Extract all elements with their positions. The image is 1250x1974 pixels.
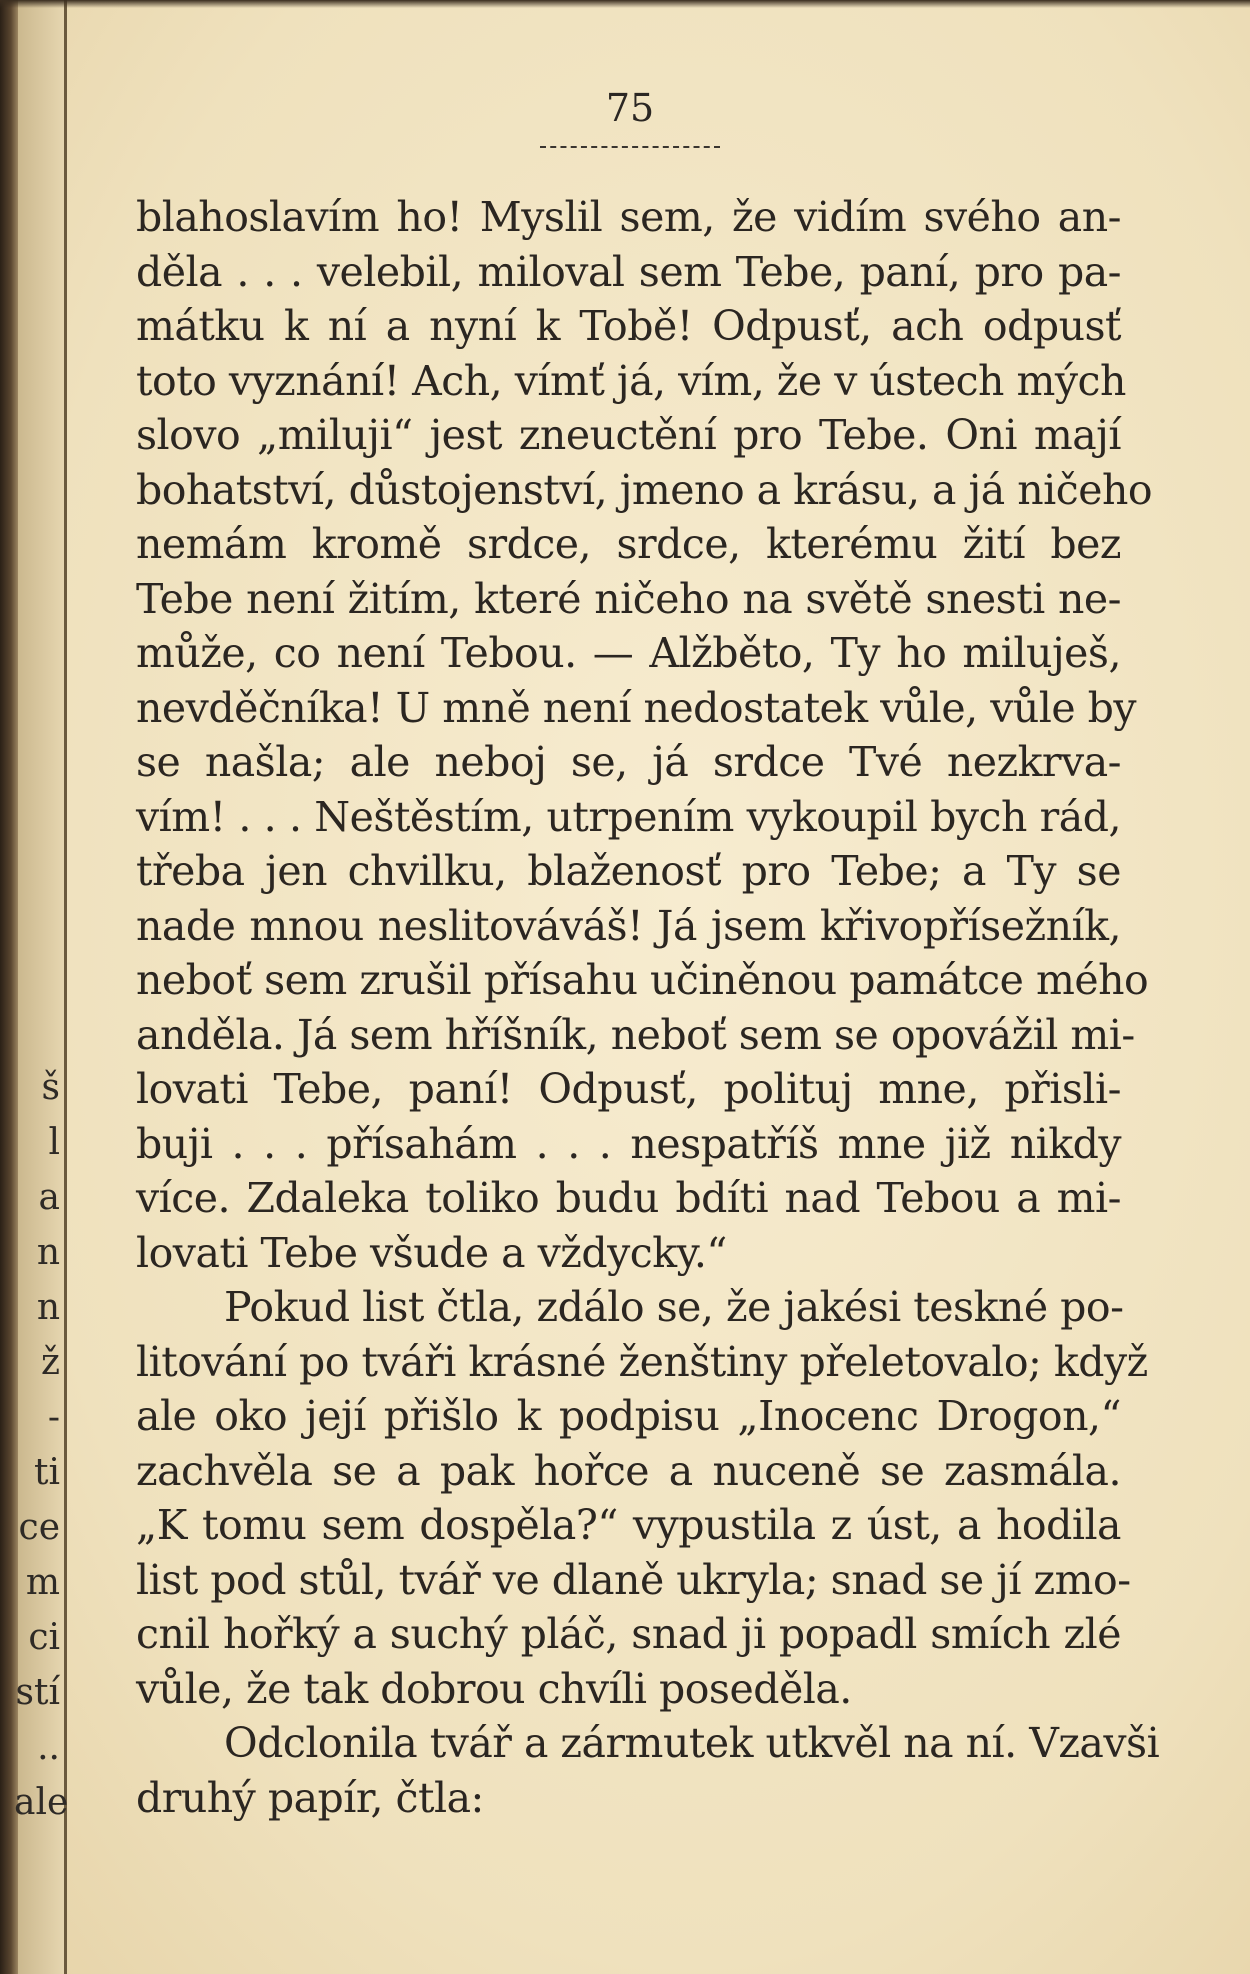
page-number-rule — [540, 146, 720, 150]
fragment: n — [36, 1287, 60, 1328]
fragment: ce — [18, 1507, 60, 1548]
text-line: „K tomu sem dospěla?“ vypustila z úst, a hodila — [136, 1501, 1121, 1549]
fragment: ale — [14, 1782, 69, 1823]
text-line: bohatství, důstojenství, jmeno a krásu, a já ničeho — [136, 465, 1153, 514]
text-line: děla . . . velebil, miloval sem Tebe, paní, pro pa- — [136, 247, 1121, 296]
text-line: lovati Tebe všude a vždycky.“ — [136, 1228, 727, 1277]
text-line: mátku k ní a nyní k Tobě! Odpusť, ach odpusť — [136, 302, 1121, 350]
paragraph-start-line: Pokud list čtla, zdálo se, že jakési teskné po- — [224, 1283, 1124, 1331]
page-number: 75 — [605, 86, 655, 130]
text-line: může, co není Tebou. — Alžběto, Ty ho miluješ, — [136, 629, 1121, 677]
text-line: více. Zdaleka toliko budu bdíti nad Tebou a mi- — [136, 1174, 1121, 1222]
fragment: .. — [37, 1727, 60, 1768]
text-line: slovo „miluji“ jest zneuctění pro Tebe. Oni mají — [136, 411, 1121, 459]
fragment: - — [47, 1397, 60, 1438]
fragment: ti — [34, 1452, 60, 1493]
text-line: ale oko její přišlo k podpisu „Inocenc Drogon,“ — [136, 1392, 1121, 1440]
fragment: ž — [41, 1342, 60, 1383]
text-line: třeba jen chvilku, blaženosť pro Tebe; a Ty se — [136, 847, 1121, 895]
text-line: nemám kromě srdce, srdce, kterému žití bez — [136, 520, 1121, 568]
text-line: druhý papír, čtla: — [136, 1773, 484, 1822]
text-line: zachvěla se a pak hořce a nuceně se zasmála. — [136, 1446, 1121, 1495]
paragraph-start-line: Odclonila tvář a zármutek utkvěl na ní. Vzavši — [224, 1719, 1160, 1767]
text-line: list pod stůl, tvář ve dlaně ukryla; snad se jí zmo- — [136, 1555, 1131, 1604]
text-line: toto vyznání! Ach, vímť já, vím, že v ústech mých — [136, 356, 1126, 405]
text-line: anděla. Já sem hříšník, neboť sem se opovážil mi- — [136, 1010, 1135, 1059]
text-line: vůle, že tak dobrou chvíli poseděla. — [136, 1664, 852, 1713]
fragment: š — [41, 1067, 60, 1108]
text-line: buji . . . přísahám . . . nespatříš mne již nikdy — [136, 1119, 1121, 1168]
text-line: nade mnou neslitováváš! Já jsem křivopřísežník, — [136, 901, 1121, 950]
fragment: ci — [28, 1617, 60, 1658]
top-page-edge — [0, 0, 1250, 8]
fragment: l — [48, 1122, 60, 1163]
fragment: stí — [15, 1672, 60, 1713]
text-line: se našla; ale neboj se, já srdce Tvé nezkrva- — [136, 738, 1121, 786]
text-line: vím! . . . Neštěstím, utrpením vykoupil bych rád, — [136, 792, 1121, 841]
text-line: blahoslavím ho! Myslil sem, že vidím svého an- — [136, 193, 1121, 241]
text-line: Tebe není žitím, které ničeho na světě snesti ne- — [136, 574, 1121, 623]
fragment: n — [36, 1232, 60, 1273]
body-text — [136, 190, 1160, 1825]
fragment: m — [25, 1562, 60, 1603]
previous-page-text-fragments — [14, 1060, 69, 1830]
text-line: lovati Tebe, paní! Odpusť, polituj mne, přisli- — [136, 1065, 1121, 1113]
fragment: a — [38, 1177, 60, 1218]
text-line: litování po tváři krásné ženštiny přeletovalo; když — [136, 1337, 1148, 1386]
text-line: nevděčníka! U mně není nedostatek vůle, vůle by — [136, 683, 1137, 732]
text-line: cnil hořký a suchý pláč, snad ji popadl smích zlé — [136, 1610, 1121, 1658]
text-line: neboť sem zrušil přísahu učiněnou památce mého — [136, 956, 1149, 1004]
